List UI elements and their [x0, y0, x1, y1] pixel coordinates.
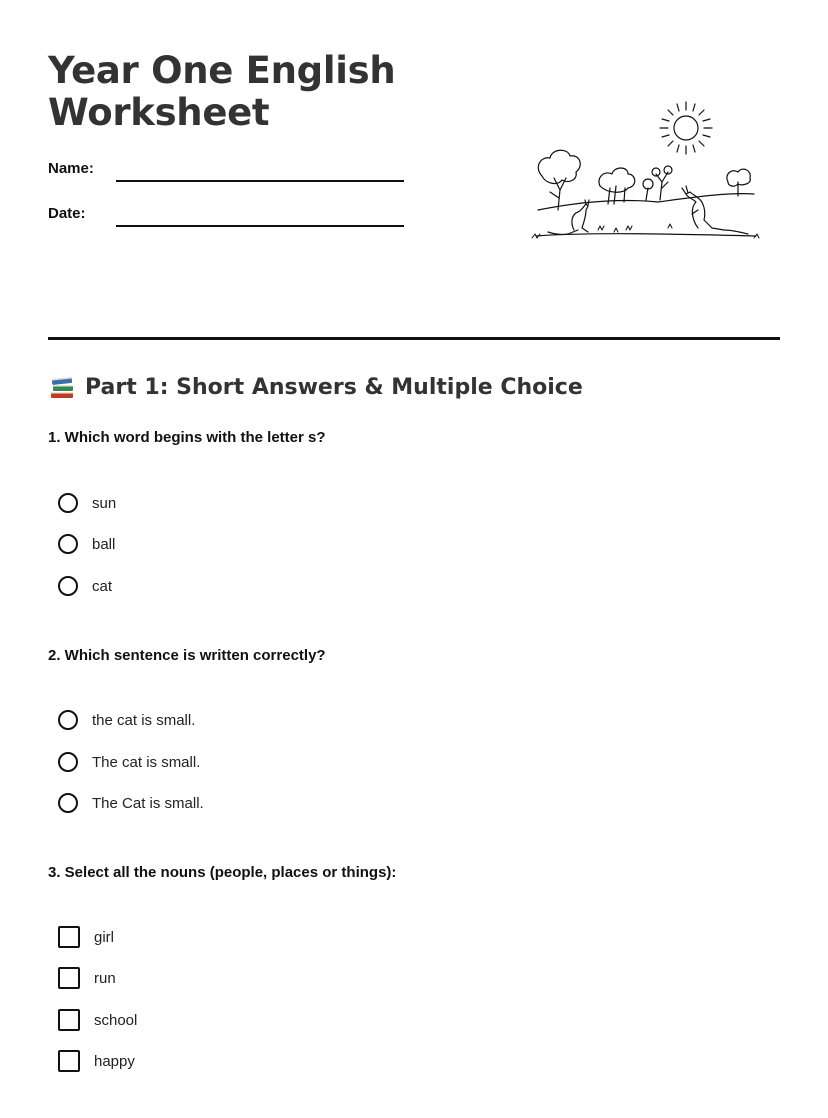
outback-scene-illustration — [528, 98, 760, 242]
radio-button[interactable] — [58, 534, 78, 554]
question-1-text: 1. Which word begins with the letter s? — [48, 429, 326, 446]
name-field-line[interactable] — [116, 180, 404, 182]
books-icon — [48, 373, 76, 401]
q1-option-ball[interactable] — [58, 531, 115, 557]
name-label: Name: — [48, 160, 94, 177]
radio-button[interactable] — [58, 793, 78, 813]
q3-option-girl[interactable] — [58, 924, 114, 950]
q1-option-cat[interactable] — [58, 573, 112, 599]
date-field-line[interactable] — [116, 225, 404, 227]
radio-button[interactable] — [58, 576, 78, 596]
checkbox[interactable] — [58, 926, 80, 948]
part1-heading-text: Part 1: Short Answers & Multiple Choice — [85, 374, 583, 400]
option-label: girl — [94, 928, 115, 946]
radio-button[interactable] — [58, 493, 78, 513]
option-label: run — [94, 969, 116, 987]
q1-option-sun[interactable] — [58, 490, 116, 516]
worksheet-title: Year One English Worksheet — [48, 49, 396, 134]
tree-icon — [599, 168, 635, 204]
option-label: ball — [92, 535, 116, 553]
sun-icon — [660, 102, 712, 154]
section-divider — [48, 337, 780, 340]
option-label: the cat is small. — [92, 711, 196, 729]
tree-icon — [643, 179, 653, 200]
checkbox[interactable] — [58, 1050, 80, 1072]
q2-option-3[interactable] — [58, 790, 204, 816]
tree-icon — [727, 169, 750, 196]
checkbox[interactable] — [58, 967, 80, 989]
tree-icon — [652, 166, 672, 200]
option-label: The cat is small. — [92, 753, 201, 771]
radio-button[interactable] — [58, 752, 78, 772]
option-label: The Cat is small. — [92, 794, 204, 812]
q3-option-happy[interactable] — [58, 1048, 135, 1074]
date-label: Date: — [48, 205, 86, 222]
q2-option-2[interactable] — [58, 749, 200, 775]
option-label: happy — [94, 1052, 135, 1070]
q3-option-school[interactable] — [58, 1007, 137, 1033]
question-3-text: 3. Select all the nouns (people, places or things): — [48, 864, 397, 881]
option-label: school — [94, 1011, 138, 1029]
checkbox[interactable] — [58, 1009, 80, 1031]
question-2-text: 2. Which sentence is written correctly? — [48, 647, 326, 664]
option-label: cat — [92, 577, 113, 595]
option-label: sun — [92, 494, 117, 512]
radio-button[interactable] — [58, 710, 78, 730]
part1-heading — [48, 373, 583, 401]
tree-icon — [538, 150, 580, 210]
q3-option-run[interactable] — [58, 965, 116, 991]
q2-option-1[interactable] — [58, 707, 195, 733]
